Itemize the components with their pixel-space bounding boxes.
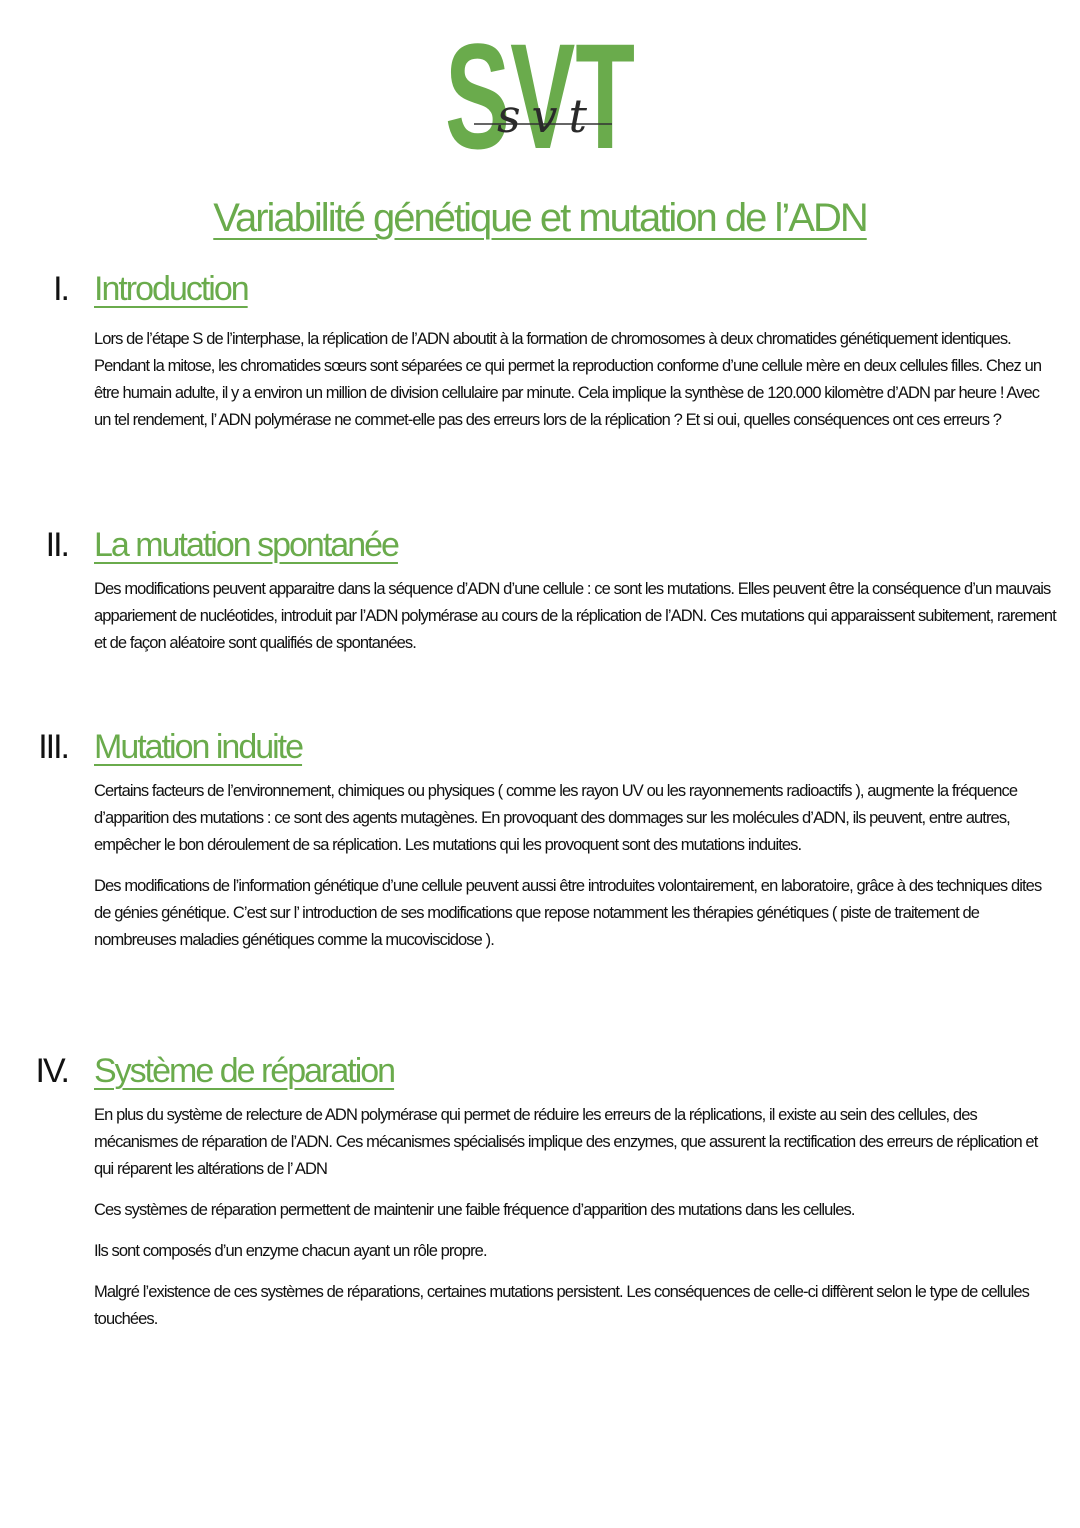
paragraph: Ces systèmes de réparation permettent de maintenir une faible fréquence d’apparition des mutations dans les cellules. bbox=[94, 1201, 855, 1219]
section-numeral: III. bbox=[38, 728, 68, 766]
section-numeral: I. bbox=[53, 270, 68, 308]
paragraph: Des modifications peuvent apparaitre dans la séquence d’ADN d’une cellule : ce sont les mutations. Elles peuvent être la conséquence d’un mauvais appariement de nucléotides, introduit par l’ADN polymérase au cours de la réplication de l’ADN. Ces mutations qui apparaissent subitement, rarement et de façon aléatoire sont qualifiés de spontanées. bbox=[94, 580, 1056, 652]
section-introduction bbox=[0, 268, 1080, 448]
section-title: Système de réparation bbox=[94, 1052, 395, 1090]
svt-logo bbox=[0, 22, 1080, 162]
section-numeral: II. bbox=[45, 526, 68, 564]
section-heading bbox=[0, 726, 1080, 778]
section-numeral: IV. bbox=[35, 1052, 68, 1090]
logo-letters: SVT bbox=[445, 22, 635, 162]
paragraph: Malgré l’existence de ces systèmes de réparations, certaines mutations persistent. Les conséquences de celle-ci diffèrent selon le type de cellules touchées. bbox=[94, 1283, 1029, 1328]
paragraph: En plus du système de relecture de ADN polymérase qui permet de réduire les erreurs de la réplications, il existe au sein des cellules, des mécanismes de réparation de l’ADN. Ces mécanismes spécialisés implique des enzymes, que assurent la rectification des erreurs de réplication et qui réparent les altérations de l’ ADN bbox=[94, 1106, 1038, 1178]
logo-script-letters: svt bbox=[497, 89, 587, 143]
section-title: Introduction bbox=[94, 270, 248, 308]
section-title: Mutation induite bbox=[94, 728, 303, 766]
section-title: La mutation spontanée bbox=[94, 526, 398, 564]
paragraph: Certains facteurs de l’environnement, chimiques ou physiques ( comme les rayon UV ou les rayonnements radioactifs ), augmente la fréquence d’apparition des mutations : ce sont des agents mutagènes. En provoquant des dommages sur les molécules d’ADN, ils peuvent, entre autres, empêcher le bon déroulement de sa réplication. Les mutations qui les provoquent sont des mutations induites. bbox=[94, 782, 1018, 854]
svt-logo-graphic bbox=[420, 22, 660, 162]
section-mutation-spontanee bbox=[0, 524, 1080, 671]
paragraph: Lors de l’étape S de l’interphase, la réplication de l’ADN aboutit à la formation de chromosomes à deux chromatides génétiquement identiques. Pendant la mitose, les chromatides sœurs sont séparées ce qui permet la reproduction conforme d’une cellule mère en deux cellules filles. Chez un être humain adulte, il y a environ un million de division cellulaire par minute. Cela implique la synthèse de 120.000 kilomètre d’ADN par heure ! Avec un tel rendement, l’ ADN polymérase ne commet-elle pas des erreurs lors de la réplication ? Et si oui, quelles conséquences ont ces erreurs ? bbox=[94, 330, 1042, 429]
section-mutation-induite bbox=[0, 726, 1080, 968]
section-heading bbox=[0, 524, 1080, 576]
section-heading bbox=[0, 268, 1080, 320]
paragraph: Ils sont composés d’un enzyme chacun ayant un rôle propre. bbox=[94, 1242, 487, 1260]
section-heading bbox=[0, 1050, 1080, 1102]
section-systeme-reparation bbox=[0, 1050, 1080, 1347]
paragraph: Des modifications de l’information génétique d’une cellule peuvent aussi être introduites volontairement, en laboratoire, grâce à des techniques dites de génies génétique. C’est sur l’ introduction de ses modifications que repose notamment les thérapies génétiques ( piste de traitement de nombreuses maladies génétiques comme la mucoviscidose ). bbox=[94, 877, 1042, 949]
document-title: Variabilité génétique et mutation de l’ADN bbox=[213, 196, 867, 240]
